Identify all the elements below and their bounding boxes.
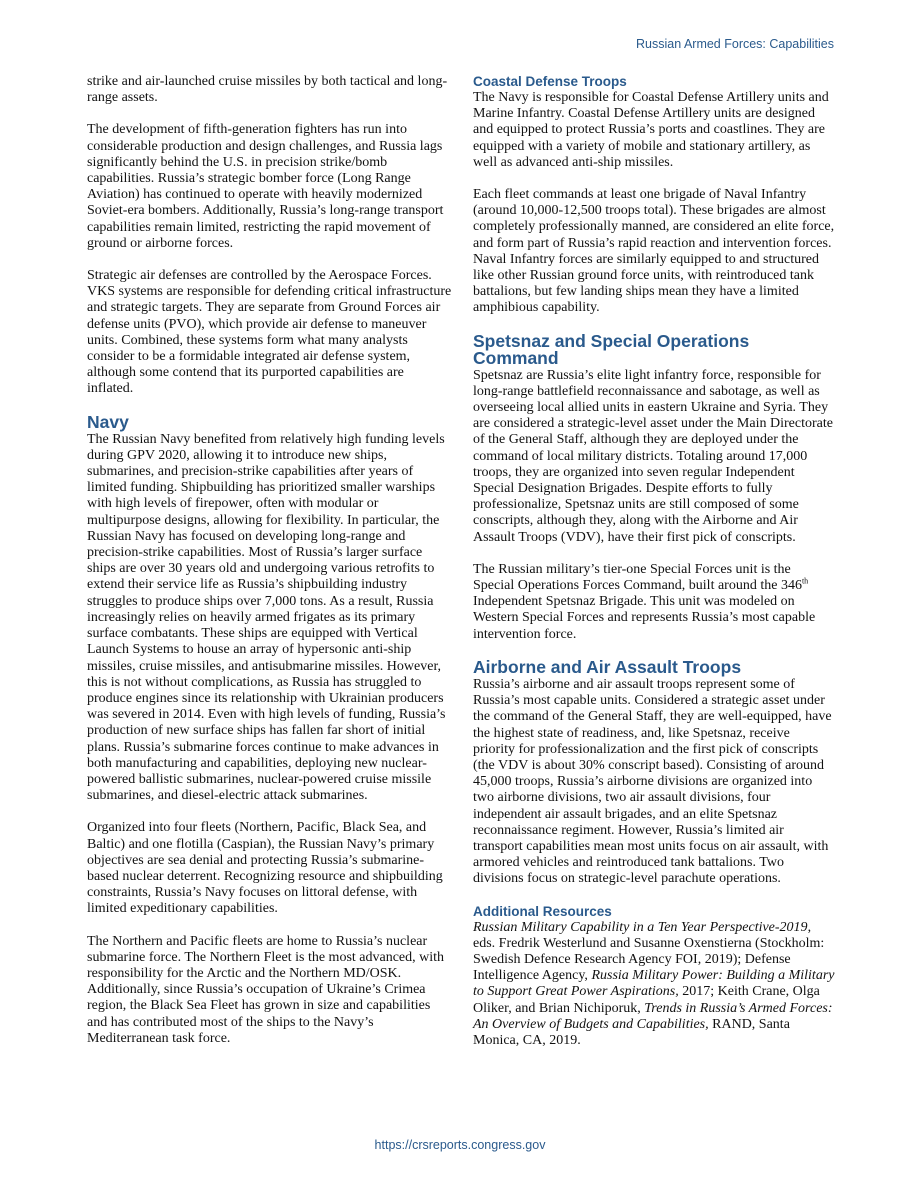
paragraph-air-strike-continued: strike and air-launched cruise missiles by both tactical and long-range assets.	[87, 74, 448, 106]
paragraph-navy-fleets: Organized into four fleets (Northern, Pacific, Black Sea, and Baltic) and one flotilla (Caspian), the Russian Navy’s primary objectives are sea denial and protecting Russia’s submarine-based nuclear deterrent. Recognizing resource and shipbuilding constraints, Russia’s Navy focuses on littoral defense, with limited expeditionary capabilities.	[87, 820, 443, 917]
resource-text-1: , eds. Fredrik Westerlund and Susanne Oxenstierna (Stockholm: Swedish Defence Research Agency FOI, 2019); Defense Intelligence Agency,	[473, 919, 825, 984]
paragraph-additional-resources	[473, 920, 835, 1050]
footer-url-link[interactable]: https://crsreports.congress.gov	[374, 1138, 546, 1152]
paragraph-coastal-defense-artillery: The Navy is responsible for Coastal Defense Artillery units and Marine Infantry. Coastal Defense Artillery units are designed and equipped to protect Russia’s ports and coastlines. They are equipped with a variety of mobile and stationary artillery, as well as advanced anti-ship missiles.	[473, 90, 829, 170]
subheading-additional-resources: Additional Resources	[473, 903, 612, 919]
resource-text-2: 2017; Keith Crane, Olga Oliker, and Brian Nichiporuk,	[473, 984, 820, 1016]
paragraph-naval-infantry: Each fleet commands at least one brigade of Naval Infantry (around 10,000-12,500 troops total). These brigades are almost completely professionally manned, are considered an elite force, and form part of Russia’s rapid reaction and intervention forces. Naval Infantry forces are similarly equipped to and structured like other Russian ground force units, with reintroduced tank battalions, but few landing ships mean they have a limited amphibious capability.	[473, 187, 835, 316]
resource-title-1: Russian Military Capability in a Ten Year Perspective-2019	[473, 919, 808, 935]
spetsnaz-p2-text-b: Independent Spetsnaz Brigade. This unit was modeled on Western Special Forces and represents Russia’s most capable intervention force.	[473, 594, 816, 642]
paragraph-airborne-troops: Russia’s airborne and air assault troops represent some of Russia’s most capable units. Considered a strategic asset under the command of the General Staff, they are well-equipped, have the highest state of readiness, and, like Spetsnaz, receive priority for professionalization and the first pick of conscripts (the VDV is about 30% conscript based). Consisting of around 45,000 troops, Russia’s airborne divisions are organized into two airborne divisions, two air assault divisions, four independent air assault brigades, and an elite Spetsnaz reconnaissance regiment. However, Russia’s limited air transport capabilities mean most units focus on air assault, with armored vehicles and reintroduced tank battalions. Two divisions focus on strategic-level parachute operations.	[473, 676, 832, 887]
resource-title-2: Russia Military Power: Building a Military to Support Great Power Aspirations,	[473, 968, 835, 1000]
paragraph-northern-pacific-fleets: The Northern and Pacific fleets are home to Russia’s nuclear submarine force. The Northern Fleet is the most advanced, with responsibility for the Arctic and the Northern MD/OSK. Additionally, since Russia’s occupation of Ukraine’s Crimea region, the Black Sea Fleet has grown in size and capabilities and has contributed most of the ships to the Navy’s Mediterranean task force.	[87, 933, 445, 1046]
section-heading-navy: Navy	[87, 411, 129, 432]
paragraph-spetsnaz-overview: Spetsnaz are Russia’s elite light infantry force, responsible for long-range battlefield reconnaissance and sabotage, as well as overseeing local allied units in eastern Ukraine and Syria. They are considered a strategic-level asset under the Main Directorate of the General Staff, although they are deployed under the command of local military districts. Totaling around 17,000 troops, they are organized into seven regular Independent Special Designation Brigades. Despite efforts to fully professionalize, Spetsnaz units are still composed of some conscripts, although they, along with the Airborne and Air Assault Troops (VDV), have their first pick of conscripts.	[473, 367, 833, 545]
left-column	[87, 74, 453, 1047]
ordinal-superscript: th	[801, 576, 809, 586]
resource-text-3: RAND, Santa Monica, CA, 2019.	[473, 1016, 790, 1048]
paragraph-special-operations-command	[473, 562, 835, 643]
paragraph-strategic-air-defenses: Strategic air defenses are controlled by the Aerospace Forces. VKS systems are responsible for defending critical infrastructure and strategic targets. They are separate from Ground Forces air defense units (PVO), which provide air defense to maneuver units. Combined, these systems form what many analysts consider to be a formidable integrated air defense system, although some contend that its purported capabilities are inflated.	[87, 268, 452, 397]
resource-title-3: Trends in Russia’s Armed Forces: An Overview of Budgets and Capabilities,	[473, 1000, 833, 1032]
paragraph-fifth-generation-fighters: The development of fifth-generation fighters has run into considerable production and design challenges, and Russia lags significantly behind the U.S. in precision strike/bomb capabilities. Russia’s strategic bomber force (Long Range Aviation) has continued to operate with heavily modernized Soviet-era bombers. Additionally, Russia’s long-range transport capabilities remain limited, restricting the rapid movement of ground or airborne forces.	[87, 122, 444, 251]
section-heading-spetsnaz: Spetsnaz and Special Operations Command	[473, 330, 750, 368]
right-column	[473, 74, 835, 1049]
section-heading-airborne: Airborne and Air Assault Troops	[473, 656, 742, 677]
subheading-coastal-defense: Coastal Defense Troops	[473, 74, 627, 89]
paragraph-navy-funding: The Russian Navy benefited from relatively high funding levels during GPV 2020, allowing it to introduce new ships, submarines, and precision-strike capabilities after years of limited funding. Shipbuilding has prioritized smaller warships with high levels of firepower, often with modular or multipurpose designs, allowing for flexibility. In particular, the Russian Navy has focused on developing long-range and precision-strike capabilities. Most of Russia’s larger surface ships are over 30 years old and undergoing various retrofits to extend their service life as Russia’s shipbuilding industry struggles to produce ships over 7,000 tons. As a result, Russia increasingly relies on heavily armed frigates as its primary surface combatants. These ships are equipped with Vertical Launch Systems to house an array of hypersonic anti-ship missiles, cruise missiles, and antisubmarine missiles. However, this is not without complications, as Russia has struggled to produce engines since its relationship with Ukrainian producers was severed in 2014. Even with high levels of funding, Russia’s production of new surface ships has fallen far short of initial plans. Russia’s submarine forces continue to make advances in both manufacturing and capabilities, deploying new nuclear-powered ballistic submarines, nuclear-powered cruise missile submarines, and diesel-electric attack submarines.	[87, 431, 446, 804]
spetsnaz-p2-text-a: The Russian military’s tier-one Special Forces unit is the Special Operations Forces Command, built around the 346	[473, 561, 802, 594]
running-header-title: Russian Armed Forces: Capabilities	[636, 37, 834, 51]
